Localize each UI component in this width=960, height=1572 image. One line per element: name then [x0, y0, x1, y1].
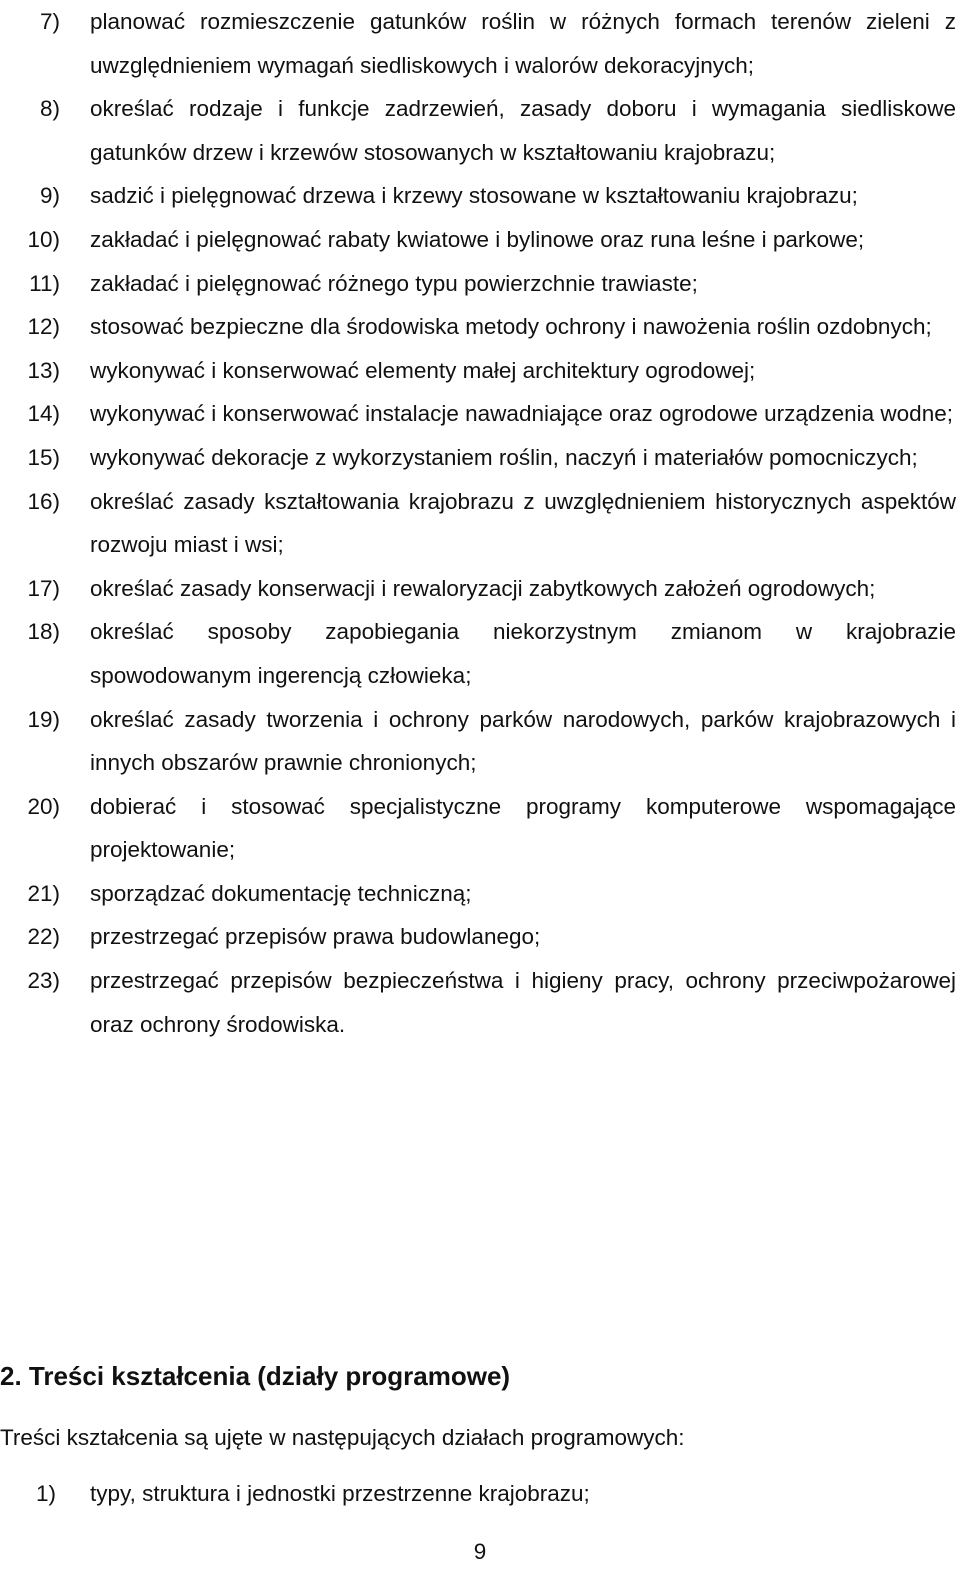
topics-list [0, 1472, 960, 1516]
list-item [0, 785, 960, 872]
list-item-text: sporządzać dokumentację techniczną; [90, 880, 472, 906]
list-item-text: zakładać i pielęgnować różnego typu powierzchnie trawiaste; [90, 270, 698, 296]
list-item-text: określać zasady kształtowania krajobrazu z uwzględnieniem historycznych aspektów rozwoju miast i wsi; [90, 488, 956, 558]
list-item [0, 349, 960, 393]
list-item [0, 872, 960, 916]
list-item-number: 16) [27, 488, 60, 514]
list-item-text: wykonywać i konserwować instalacje nawadniające oraz ogrodowe urządzenia wodne; [90, 401, 953, 427]
list-item-number: 12) [27, 314, 60, 340]
list-item-number: 8) [39, 96, 60, 122]
list-item-number: 11) [29, 270, 60, 296]
list-item-number: 15) [27, 444, 60, 470]
list-item-text: wykonywać dekoracje z wykorzystaniem roślin, naczyń i materiałów pomocniczych; [90, 444, 918, 470]
list-item-number: 23) [27, 968, 60, 994]
list-item [0, 262, 960, 306]
list-item [0, 915, 960, 959]
list-item-number: 7) [39, 9, 60, 34]
list-item-number: 9) [39, 183, 60, 209]
list-item-text: przestrzegać przepisów prawa budowlanego; [90, 924, 541, 950]
list-item [0, 610, 960, 697]
list-item [0, 87, 960, 174]
list-item-number: 13) [27, 357, 60, 383]
list-item [0, 392, 960, 436]
list-item-number: 22) [27, 924, 60, 950]
section-heading: 2. Treści kształcenia (działy programowe) [0, 1361, 511, 1391]
list-item-text: określać zasady konserwacji i rewaloryzacji zabytkowych założeń ogrodowych; [90, 575, 876, 601]
list-item [0, 174, 960, 218]
list-item-text: wykonywać i konserwować elementy małej architektury ogrodowej; [90, 357, 756, 383]
list-item-text: określać rodzaje i funkcje zadrzewień, zasady doboru i wymagania siedliskowe gatunków drzew i krzewów stosowanych w kształtowaniu krajobrazu; [90, 96, 956, 165]
list-item-number: 18) [27, 619, 60, 645]
list-item-number: 19) [27, 706, 60, 732]
list-item-text: przestrzegać przepisów bezpieczeństwa i higieny pracy, ochrony przeciwpożarowej oraz ochrony środowiska. [90, 968, 956, 1037]
list-item [0, 698, 960, 785]
list-item-text: zakładać i pielęgnować rabaty kwiatowe i bylinowe oraz runa leśne i parkowe; [90, 226, 865, 252]
list-item-text: stosować bezpieczne dla środowiska metody ochrony i nawożenia roślin ozdobnych; [90, 314, 932, 340]
section-intro: Treści kształcenia są ujęte w następujących działach programowych: [0, 1425, 685, 1450]
list-item [0, 959, 960, 1046]
list-item [0, 480, 960, 567]
list-item-number: 1) [36, 1481, 57, 1506]
list-item-number: 17) [27, 575, 60, 601]
list-item-number: 14) [27, 401, 60, 427]
page-number: 9 [473, 1539, 487, 1564]
list-item-text: dobierać i stosować specjalistyczne programy komputerowe wspomagające projektowanie; [90, 793, 956, 863]
list-item-number: 20) [27, 793, 60, 819]
list-item-number: 21) [27, 880, 60, 906]
list-item-text: typy, struktura i jednostki przestrzenne krajobrazu; [90, 1481, 590, 1506]
list-item-text: planować rozmieszczenie gatunków roślin w różnych formach terenów zieleni z uwzględnieniem wymagań siedliskowych i walorów dekoracyjnych; [90, 9, 956, 78]
list-item [0, 1472, 960, 1516]
list-item-text: określać zasady tworzenia i ochrony parków narodowych, parków krajobrazowych i innych obszarów prawnie chronionych; [90, 706, 956, 776]
list-item [0, 436, 960, 480]
list-item [0, 0, 960, 87]
list-item-text: określać sposoby zapobiegania niekorzystnym zmianom w krajobrazie spowodowanym ingerencją człowieka; [90, 619, 956, 688]
list-item [0, 567, 960, 611]
list-item-text: sadzić i pielęgnować drzewa i krzewy stosowane w kształtowaniu krajobrazu; [90, 183, 858, 209]
list-item [0, 218, 960, 262]
list-item-number: 10) [27, 226, 60, 252]
list-item [0, 305, 960, 349]
